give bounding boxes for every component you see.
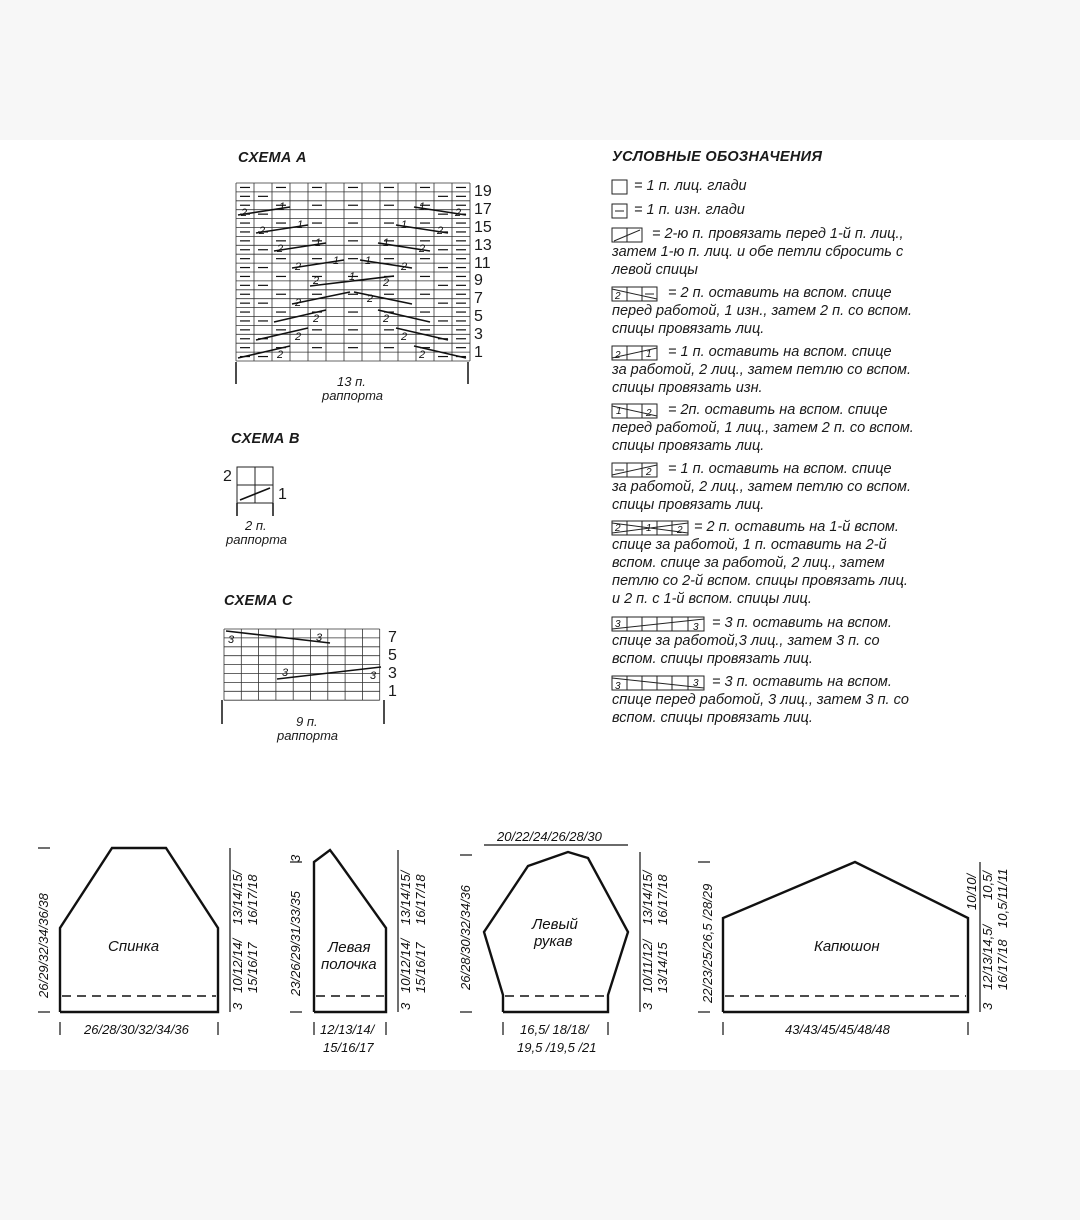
scheme-a-cell-digit: 2 — [383, 313, 390, 325]
scheme-a-cell-digit: 2 — [437, 225, 444, 237]
hood-top-label-1: 10/10/ — [964, 873, 979, 910]
front-side-label-2: 15/16/17 — [413, 942, 428, 993]
legend-title: УСЛОВНЫЕ ОБОЗНАЧЕНИЯ — [612, 149, 823, 165]
legend-item-5-line-1: = 1 п. оставить на вспом. спице — [668, 344, 892, 360]
legend-symbol-5-digit-b: 1 — [646, 349, 652, 360]
scheme-a-cell-digit: 1 — [419, 201, 426, 213]
scheme-b-row-2: 2 — [223, 468, 232, 485]
legend-symbol-8-digit-c: 2 — [677, 525, 683, 536]
legend-item-6-line-3: спицы провязать лиц. — [612, 438, 765, 454]
scheme-a-cell-digit: 1 — [279, 201, 286, 213]
legend-item-1-line-1: = 1 п. лиц. глади — [634, 178, 747, 194]
legend-item-4-line-1: = 2 п. оставить на вспом. спице — [668, 285, 892, 301]
sleeve-width-label-2: 19,5 /19,5 /21 — [517, 1040, 597, 1055]
legend-item-8-line-3: вспом. спице за работой, 2 лиц., затем — [612, 555, 885, 571]
scheme-a-cell-digit: 1 — [349, 271, 356, 283]
sleeve-name-2: рукав — [534, 933, 573, 950]
hood-rib-label: 3 — [980, 1002, 995, 1010]
back-side-label-2: 15/16/17 — [245, 942, 260, 993]
front-side-label: 10/12/14/ — [398, 938, 413, 993]
sleeve-rib-label: 3 — [640, 1002, 655, 1010]
legend-symbol-8-digit-a: 2 — [615, 523, 621, 534]
legend-symbol-9-digit-a: 3 — [615, 619, 621, 630]
back-name: Спинка — [108, 938, 160, 955]
legend-symbol-8-digit-b: 1 — [646, 523, 652, 534]
scheme-b-repeat-word: раппорта — [226, 532, 287, 547]
legend-symbol-5-digit-a: 2 — [615, 350, 621, 361]
scheme-a-cell-digit: 2 — [419, 243, 426, 255]
front-width-label-1: 12/13/14/ — [320, 1022, 375, 1037]
legend-item-9-line-3: вспом. спицы провязать лиц. — [612, 651, 813, 667]
front-armhole-label-2: 16/17/18 — [413, 874, 428, 925]
front-height-label: 23/26/29/31/33/35 — [288, 891, 303, 996]
legend-item-8-line-1: = 2 п. оставить на 1-й вспом. — [694, 519, 899, 535]
legend-item-8-line-5: и 2 п. с 1-й вспом. спицы лиц. — [612, 591, 812, 607]
scheme-a-row-9: 9 — [474, 272, 483, 289]
scheme-c-cell-digit: 3 — [370, 670, 377, 682]
scheme-a-title: СХЕМА А — [238, 150, 307, 166]
scheme-c-row-5: 5 — [388, 647, 397, 664]
back-height-label: 26/29/32/34/36/38 — [36, 893, 51, 998]
sleeve-name-1: Левый — [532, 916, 578, 933]
front-armhole-label: 13/14/15/ — [398, 870, 413, 925]
scheme-a-cell-digit: 2 — [383, 277, 390, 289]
back-side-label: 10/12/14/ — [230, 938, 245, 993]
scheme-b-repeat-count: 2 п. — [245, 518, 267, 533]
legend-item-3-line-1: = 2-ю п. провязать перед 1-й п. лиц., — [652, 226, 904, 242]
scheme-a-cell-digit: 2 — [401, 261, 408, 273]
hood-height-label: 22/23/25/26,5 /28/29 — [700, 883, 715, 1003]
sleeve-arm-label: 10/11/12/ — [640, 939, 655, 993]
legend-item-9-line-1: = 3 п. оставить на вспом. — [712, 615, 892, 631]
scheme-a-row-11: 11 — [474, 255, 491, 272]
hood-side-label: 12/13/14,5/ — [980, 924, 995, 990]
back-armhole-label-2: 16/17/18 — [245, 874, 260, 925]
scheme-a-cell-digit: 1 — [297, 219, 304, 231]
legend-item-8-line-2: спице за работой, 1 п. оставить на 2-й — [612, 537, 887, 553]
scheme-c-row-3: 3 — [388, 665, 397, 682]
legend-item-7-line-2: за работой, 2 лиц., затем петлю со вспом. — [612, 479, 912, 495]
sleeve-cap-label: 13/14/15/ — [640, 870, 655, 925]
front-name-2: полочка — [321, 956, 377, 973]
legend-symbol-6-digit-b: 2 — [646, 408, 652, 419]
scheme-a-cell-digit: 2 — [367, 293, 374, 305]
scheme-a-cell-digit: 2 — [455, 207, 462, 219]
hood-top-label-3: 10,5/11/11 — [995, 868, 1010, 928]
scheme-b-row-1: 1 — [278, 486, 287, 503]
hood-side-label-2: 16/17/18 — [995, 939, 1010, 990]
scheme-a-cell-digit: 2 — [295, 331, 302, 343]
sleeve-cap-label-2: 16/17/18 — [655, 874, 670, 925]
scheme-a-row-3: 3 — [474, 326, 483, 343]
legend-item-5-line-3: спицы провязать изн. — [612, 380, 763, 396]
front-name-1: Левая — [328, 939, 371, 956]
sleeve-arm-label-2: 13/14/15 — [655, 942, 670, 993]
scheme-a-cell-digit: 1 — [401, 219, 408, 231]
scheme-c-row-7: 7 — [388, 629, 397, 646]
legend-symbol-6-digit-a: 1 — [616, 406, 622, 417]
legend-item-10-line-1: = 3 п. оставить на вспом. — [712, 674, 892, 690]
scheme-a-cell-digit: 2 — [419, 349, 426, 361]
legend-item-7-line-3: спицы провязать лиц. — [612, 497, 765, 513]
scheme-a-cell-digit: 1 — [365, 255, 372, 267]
legend-symbol-10-digit-b: 3 — [693, 678, 699, 689]
legend-item-6-line-1: = 2п. оставить на вспом. спице — [668, 402, 888, 418]
hood-outline — [723, 862, 968, 1012]
legend-symbol-4-digit: 2 — [615, 291, 621, 302]
hood-top-label-2: 10,5/ — [980, 871, 995, 900]
scheme-a-row-17: 17 — [474, 201, 492, 218]
scheme-a-row-5: 5 — [474, 308, 483, 325]
front-outline — [314, 850, 386, 1012]
legend-item-5-line-2: за работой, 2 лиц., затем петлю со вспом. — [612, 362, 912, 378]
scheme-a-cell-digit: 2 — [277, 243, 284, 255]
scheme-a-cell-digit: 2 — [313, 275, 320, 287]
scheme-a-row-1: 1 — [474, 344, 483, 361]
front-shoulder-label: 3 — [288, 854, 303, 862]
legend-item-8-line-4: петлю со 2-й вспом. спицы провязать лиц. — [612, 573, 908, 589]
hood-width-label: 43/43/45/45/48/48 — [785, 1022, 890, 1037]
back-rib-label: 3 — [230, 1002, 245, 1010]
scheme-c-cell-digit: 3 — [228, 634, 235, 646]
scheme-a-row-13: 13 — [474, 237, 492, 254]
back-outline — [60, 848, 218, 1012]
legend-item-4-line-2: перед работой, 1 изн., затем 2 п. со вспом. — [612, 303, 913, 319]
scheme-c-title: СХЕМА С — [224, 593, 293, 609]
legend-item-2-line-1: = 1 п. изн. глади — [634, 202, 745, 218]
legend-item-7-line-1: = 1 п. оставить на вспом. спице — [668, 461, 892, 477]
scheme-b-title: СХЕМА В — [231, 431, 300, 447]
scheme-a-repeat-count: 13 п. — [337, 374, 366, 389]
legend-symbol-10-digit-a: 3 — [615, 681, 621, 692]
scheme-a-row-19: 19 — [474, 183, 492, 200]
legend-item-3-line-3: левой спицы — [612, 262, 698, 278]
scheme-c-cell-digit: 3 — [316, 632, 323, 644]
scheme-c-repeat-word: раппорта — [277, 728, 338, 743]
scheme-c-row-1: 1 — [388, 683, 397, 700]
sleeve-top-width-label: 20/22/24/26/28/30 — [497, 829, 602, 844]
front-width-label-2: 15/16/17 — [323, 1040, 374, 1055]
scheme-a-cell-digit: 2 — [295, 297, 302, 309]
scheme-a-cell-digit: 2 — [259, 225, 266, 237]
legend-item-10-line-3: вспом. спицы провязать лиц. — [612, 710, 813, 726]
legend-item-10-line-2: спице перед работой, 3 лиц., затем 3 п. со — [612, 692, 909, 708]
scheme-a-cell-digit: 2 — [295, 261, 302, 273]
legend-item-3-line-2: затем 1-ю п. лиц. и обе петли сбросить с — [612, 244, 904, 260]
scheme-a-cell-digit: 2 — [277, 349, 284, 361]
legend-symbol-9-digit-b: 3 — [693, 622, 699, 633]
scheme-c-cell-digit: 3 — [282, 667, 289, 679]
scheme-a-cell-digit: 1 — [383, 237, 390, 249]
scheme-a-row-7: 7 — [474, 290, 483, 307]
legend-item-4-line-3: спицы провязать лиц. — [612, 321, 765, 337]
scheme-a-repeat-word: раппорта — [322, 388, 383, 403]
front-rib-label: 3 — [398, 1002, 413, 1010]
scheme-c-repeat-count: 9 п. — [296, 714, 318, 729]
legend-item-6-line-2: перед работой, 1 лиц., затем 2 п. со вспом. — [612, 420, 914, 436]
scheme-a-cell-digit: 1 — [333, 255, 340, 267]
sleeve-width-label-1: 16,5/ 18/18/ — [520, 1022, 589, 1037]
scheme-a-cell-digit: 1 — [315, 237, 322, 249]
legend-symbol-7-digit: 2 — [646, 467, 652, 478]
scheme-a-row-15: 15 — [474, 219, 492, 236]
back-armhole-label: 13/14/15/ — [230, 870, 245, 925]
sleeve-height-label: 26/28/30/32/34/36 — [458, 885, 473, 990]
scheme-a-cell-digit: 2 — [313, 313, 320, 325]
hood-name: Капюшон — [814, 938, 880, 955]
back-width-label: 26/28/30/32/34/36 — [84, 1022, 189, 1037]
scheme-a-cell-digit: 2 — [401, 331, 408, 343]
scheme-a-cell-digit: 2 — [241, 207, 248, 219]
legend-item-9-line-2: спице за работой,3 лиц., затем 3 п. со — [612, 633, 880, 649]
